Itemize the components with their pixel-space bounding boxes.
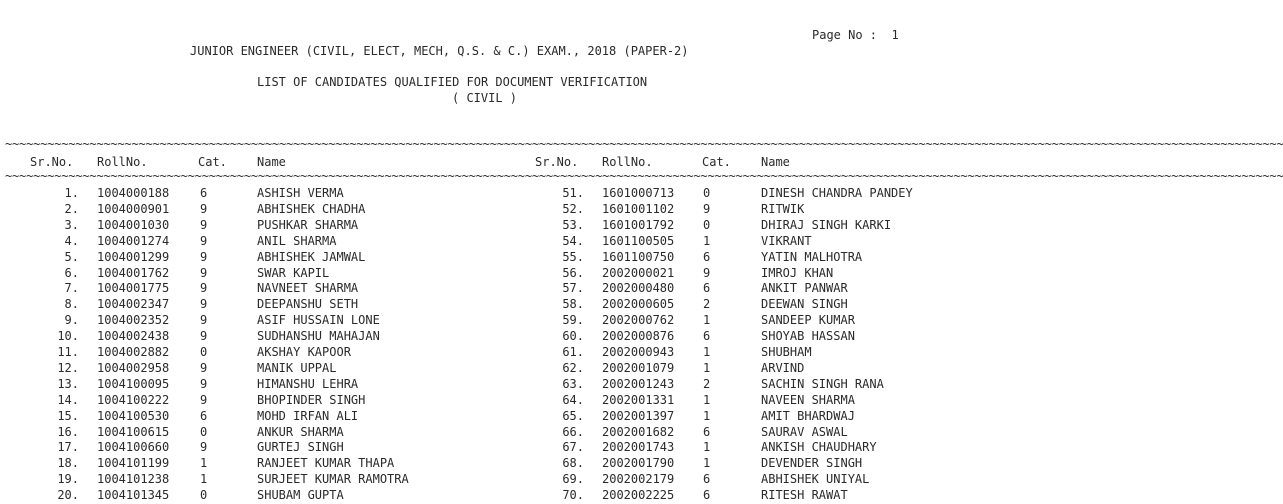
category-cell: 1: [703, 456, 711, 471]
page-number-value: 1: [891, 28, 899, 42]
sr-no-cell: 54.: [562, 233, 584, 248]
category-cell: 0: [200, 345, 208, 359]
sr-no-cell: 1.: [64, 186, 79, 200]
roll-no-cell: 2002000605: [602, 297, 675, 312]
category-cell: 1: [703, 440, 711, 455]
candidate-name-cell: ANKISH CHAUDHARY: [761, 440, 877, 455]
category-cell: 1: [703, 233, 711, 248]
table-row: [0, 266, 1038, 282]
roll-no-cell: 1004002958: [97, 360, 170, 375]
sr-no-cell: 64.: [562, 392, 584, 407]
divider-top: ~~~~~~~~~~~~~~~~~~~~~~~~~~~~~~~~~~~~~~~~~~~~~~~~~~~~~~~~~~~~~~~~~~~~~~~~~~~~~~~~~~~~~~~~~~~~~~~~~~~~~~~~~~~~~~~~~~~~~~~~~~~~~~~~~~~~~~~~~~~~~~~~~~~~~~~~~~~~~~~~~~~~~~~~~~~~~~~~~~~~~~: [5, 137, 1283, 151]
category-cell: 1: [703, 392, 711, 407]
candidate-name-cell: ARVIND: [761, 360, 805, 375]
roll-no-cell: 1004001299: [97, 249, 170, 264]
category-cell: 9: [200, 217, 208, 232]
candidate-name-cell: YATIN MALHOTRA: [761, 249, 863, 264]
category-cell: 0: [200, 488, 208, 503]
sr-no-cell: 58.: [562, 297, 584, 312]
category-cell: 1: [200, 472, 208, 487]
candidate-name-cell: RITWIK: [761, 201, 805, 216]
candidate-name-cell: ANKIT PANWAR: [761, 281, 848, 296]
category-cell: 9: [200, 376, 208, 391]
sr-no-cell: 17.: [57, 440, 79, 455]
roll-no-cell: 1004001030: [97, 217, 170, 232]
category-cell: 2: [703, 297, 711, 312]
header-name-right: Name: [761, 155, 790, 169]
header-roll-left: RollNo.: [97, 155, 148, 169]
sr-no-cell: 20.: [57, 488, 79, 503]
table-row: [0, 488, 1038, 504]
category-cell: 9: [200, 392, 208, 407]
list-title: LIST OF CANDIDATES QUALIFIED FOR DOCUMENT VERIFICATION: [257, 75, 648, 89]
table-row: [0, 440, 1038, 456]
roll-no-cell: 2002000762: [602, 313, 675, 328]
sr-no-cell: 70.: [562, 488, 584, 503]
candidate-name-cell: SUDHANSHU MAHAJAN: [257, 329, 380, 344]
roll-no-cell: 1601000713: [602, 186, 675, 200]
table-row: [0, 456, 1038, 472]
category-cell: 2: [703, 376, 711, 391]
roll-no-cell: 1004101238: [97, 472, 170, 487]
category-cell: 9: [200, 233, 208, 248]
category-cell: 1: [703, 360, 711, 375]
category-cell: 9: [200, 313, 208, 328]
roll-no-cell: 2002002179: [602, 472, 675, 487]
table-row: [0, 234, 1038, 250]
sr-no-cell: 6.: [64, 265, 79, 280]
roll-no-cell: 1601001792: [602, 217, 675, 232]
sr-no-cell: 69.: [562, 472, 584, 487]
table-row: [0, 329, 1038, 345]
roll-no-cell: 2002001243: [602, 376, 675, 391]
category-cell: 6: [703, 424, 711, 439]
roll-no-cell: 1004100530: [97, 408, 170, 423]
header-cat-left: Cat.: [198, 155, 227, 169]
table-row: [0, 393, 1038, 409]
category-cell: 6: [200, 408, 208, 423]
sr-no-cell: 3.: [64, 217, 79, 232]
table-row: [0, 472, 1038, 488]
roll-no-cell: 1004100660: [97, 440, 170, 455]
candidate-name-cell: DINESH CHANDRA PANDEY: [761, 186, 913, 200]
sr-no-cell: 12.: [57, 360, 79, 375]
candidate-name-cell: SURJEET KUMAR RAMOTRA: [257, 472, 409, 487]
sr-no-cell: 60.: [562, 329, 584, 344]
candidate-name-cell: ASHISH VERMA: [257, 186, 344, 200]
candidate-name-cell: BHOPINDER SINGH: [257, 392, 366, 407]
sr-no-cell: 10.: [57, 329, 79, 344]
category-cell: 9: [200, 329, 208, 344]
roll-no-cell: 1004101345: [97, 488, 170, 503]
category-cell: 6: [703, 488, 711, 503]
table-row: [0, 281, 1038, 297]
category-cell: 9: [200, 297, 208, 312]
table-row: [0, 250, 1038, 266]
roll-no-cell: 2002001331: [602, 392, 675, 407]
candidate-name-cell: ANIL SHARMA: [257, 233, 337, 248]
candidate-name-cell: VIKRANT: [761, 233, 812, 248]
sr-no-cell: 11.: [57, 345, 79, 359]
category-cell: 9: [200, 201, 208, 216]
roll-no-cell: 1004000901: [97, 201, 170, 216]
sr-no-cell: 56.: [562, 265, 584, 280]
table-row: [0, 377, 1038, 393]
candidate-name-cell: RITESH RAWAT: [761, 488, 848, 503]
roll-no-cell: 2002000021: [602, 265, 675, 280]
table-row: [0, 425, 1038, 441]
sr-no-cell: 13.: [57, 376, 79, 391]
candidate-name-cell: DEEPANSHU SETH: [257, 297, 359, 312]
candidate-name-cell: ANKUR SHARMA: [257, 424, 344, 439]
roll-no-cell: 2002001790: [602, 456, 675, 471]
roll-no-cell: 1004100222: [97, 392, 170, 407]
roll-no-cell: 2002001682: [602, 424, 675, 439]
sr-no-cell: 16.: [57, 424, 79, 439]
candidate-name-cell: MANIK UPPAL: [257, 360, 337, 375]
roll-no-cell: 1004002347: [97, 297, 170, 312]
category-cell: 1: [703, 408, 711, 423]
roll-no-cell: 2002000943: [602, 345, 675, 359]
candidate-name-cell: RANJEET KUMAR THAPA: [257, 456, 395, 471]
category-cell: 0: [703, 186, 711, 200]
roll-no-cell: 2002002225: [602, 488, 675, 503]
category-cell: 6: [703, 329, 711, 344]
category-cell: 6: [703, 249, 711, 264]
category-cell: 1: [200, 456, 208, 471]
sr-no-cell: 51.: [562, 186, 584, 200]
candidate-name-cell: SAURAV ASWAL: [761, 424, 848, 439]
sr-no-cell: 57.: [562, 281, 584, 296]
category-cell: 1: [703, 345, 711, 359]
page-number: [812, 28, 899, 42]
sr-no-cell: 67.: [562, 440, 584, 455]
table-row: [0, 297, 1038, 313]
candidate-name-cell: AKSHAY KAPOOR: [257, 345, 351, 359]
category-cell: 6: [200, 186, 208, 200]
roll-no-cell: 1004100095: [97, 376, 170, 391]
roll-no-cell: 1004001762: [97, 265, 170, 280]
sr-no-cell: 9.: [64, 313, 79, 328]
header-cat-right: Cat.: [702, 155, 731, 169]
roll-no-cell: 2002000480: [602, 281, 675, 296]
candidate-name-cell: ABHISHEK UNIYAL: [761, 472, 870, 487]
table-row: [0, 202, 1038, 218]
candidate-name-cell: IMROJ KHAN: [761, 265, 834, 280]
header-sr-left: Sr.No.: [30, 155, 74, 169]
roll-no-cell: 1004001274: [97, 233, 170, 248]
sr-no-cell: 2.: [64, 201, 79, 216]
sr-no-cell: 65.: [562, 408, 584, 423]
roll-no-cell: 1004000188: [97, 186, 170, 200]
candidate-name-cell: DEEWAN SINGH: [761, 297, 848, 312]
table-row: [0, 218, 1038, 234]
candidate-name-cell: SANDEEP KUMAR: [761, 313, 855, 328]
exam-title: JUNIOR ENGINEER (CIVIL, ELECT, MECH, Q.S. & C.) EXAM., 2018 (PAPER-2): [190, 44, 689, 58]
roll-no-cell: 2002001397: [602, 408, 675, 423]
candidate-name-cell: SHUBHAM: [761, 345, 812, 359]
sr-no-cell: 62.: [562, 360, 584, 375]
category-cell: 9: [200, 265, 208, 280]
candidate-name-cell: ABHISHEK JAMWAL: [257, 249, 366, 264]
roll-no-cell: 1004101199: [97, 456, 170, 471]
sr-no-cell: 8.: [64, 297, 79, 312]
sr-no-cell: 55.: [562, 249, 584, 264]
category-cell: 9: [200, 249, 208, 264]
candidate-name-cell: SHOYAB HASSAN: [761, 329, 855, 344]
candidate-name-cell: AMIT BHARDWAJ: [761, 408, 855, 423]
sr-no-cell: 66.: [562, 424, 584, 439]
branch-title: ( CIVIL ): [452, 91, 518, 105]
roll-no-cell: 2002001743: [602, 440, 675, 455]
candidate-name-cell: ASIF HUSSAIN LONE: [257, 313, 380, 328]
category-cell: 6: [703, 281, 711, 296]
category-cell: 9: [703, 265, 711, 280]
roll-no-cell: 2002001079: [602, 360, 675, 375]
sr-no-cell: 18.: [57, 456, 79, 471]
roll-no-cell: 1004001775: [97, 281, 170, 296]
candidate-name-cell: NAVNEET SHARMA: [257, 281, 359, 296]
divider-header: ~~~~~~~~~~~~~~~~~~~~~~~~~~~~~~~~~~~~~~~~~~~~~~~~~~~~~~~~~~~~~~~~~~~~~~~~~~~~~~~~~~~~~~~~~~~~~~~~~~~~~~~~~~~~~~~~~~~~~~~~~~~~~~~~~~~~~~~~~~~~~~~~~~~~~~~~~~~~~~~~~~~~~~~~~~~~~~~~~~~~~~: [5, 169, 1283, 183]
header-name-left: Name: [257, 155, 286, 169]
candidate-name-cell: DEVENDER SINGH: [761, 456, 863, 471]
roll-no-cell: 1004002882: [97, 345, 170, 359]
category-cell: 1: [703, 313, 711, 328]
roll-no-cell: 1601001102: [602, 201, 675, 216]
candidate-name-cell: ABHISHEK CHADHA: [257, 201, 366, 216]
table-row: [0, 361, 1038, 377]
candidate-name-cell: SHUBAM GUPTA: [257, 488, 344, 503]
candidate-name-cell: SACHIN SINGH RANA: [761, 376, 884, 391]
candidate-name-cell: SWAR KAPIL: [257, 265, 330, 280]
category-cell: 9: [200, 360, 208, 375]
sr-no-cell: 63.: [562, 376, 584, 391]
candidate-name-cell: GURTEJ SINGH: [257, 440, 344, 455]
sr-no-cell: 59.: [562, 313, 584, 328]
roll-no-cell: 1004100615: [97, 424, 170, 439]
header-sr-right: Sr.No.: [535, 155, 579, 169]
candidate-name-cell: NAVEEN SHARMA: [761, 392, 855, 407]
category-cell: 6: [703, 472, 711, 487]
candidate-name-cell: HIMANSHU LEHRA: [257, 376, 359, 391]
page-number-label: Page No :: [812, 28, 878, 42]
roll-no-cell: 1004002438: [97, 329, 170, 344]
header-roll-right: RollNo.: [602, 155, 653, 169]
sr-no-cell: 68.: [562, 456, 584, 471]
candidate-name-cell: DHIRAJ SINGH KARKI: [761, 217, 892, 232]
sr-no-cell: 5.: [64, 249, 79, 264]
sr-no-cell: 52.: [562, 201, 584, 216]
sr-no-cell: 14.: [57, 392, 79, 407]
sr-no-cell: 15.: [57, 408, 79, 423]
roll-no-cell: 2002000876: [602, 329, 675, 344]
category-cell: 0: [703, 217, 711, 232]
sr-no-cell: 4.: [64, 233, 79, 248]
category-cell: 9: [200, 281, 208, 296]
roll-no-cell: 1601100750: [602, 249, 675, 264]
candidate-name-cell: MOHD IRFAN ALI: [257, 408, 359, 423]
table-row: [0, 186, 1038, 202]
sr-no-cell: 53.: [562, 217, 584, 232]
category-cell: 9: [703, 201, 711, 216]
roll-no-cell: 1004002352: [97, 313, 170, 328]
sr-no-cell: 19.: [57, 472, 79, 487]
category-cell: 0: [200, 424, 208, 439]
table-row: [0, 345, 1038, 361]
table-row: [0, 409, 1038, 425]
table-row: [0, 313, 1038, 329]
sr-no-cell: 61.: [562, 345, 584, 359]
roll-no-cell: 1601100505: [602, 233, 675, 248]
category-cell: 9: [200, 440, 208, 455]
candidate-name-cell: PUSHKAR SHARMA: [257, 217, 359, 232]
sr-no-cell: 7.: [64, 281, 79, 296]
